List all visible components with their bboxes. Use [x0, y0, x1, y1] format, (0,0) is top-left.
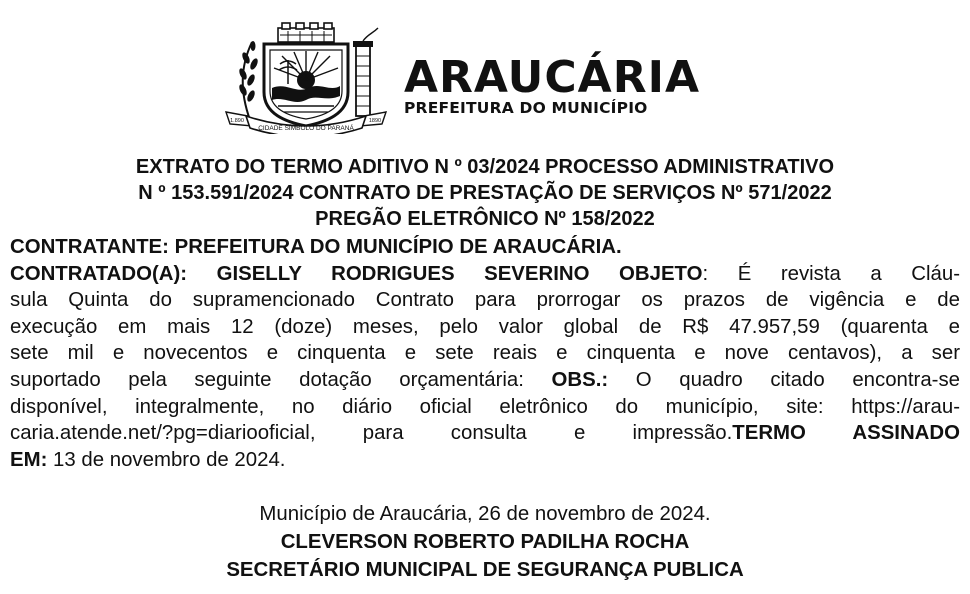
obs-label: OBS.: — [551, 368, 609, 391]
document-body — [10, 234, 960, 473]
signed-date: 13 de novembro de 2024. — [47, 448, 286, 471]
signer-role: SECRETÁRIO MUNICIPAL DE SEGURANÇA PUBLICA — [226, 559, 744, 581]
brand-subtitle: PREFEITURA DO MUNICÍPIO — [404, 99, 648, 117]
place-date: Município de Araucária, 26 de novembro de 2024. — [259, 503, 711, 525]
crest-year-right: 1890 — [368, 118, 382, 124]
contratado-line — [10, 261, 960, 288]
body-line-6 — [10, 367, 960, 394]
brand-title: ARAUCÁRIA — [404, 52, 701, 103]
contratante-text: CONTRATANTE: PREFEITURA DO MUNICÍPIO DE ARAUCÁRIA. — [10, 236, 622, 258]
heading-line-3: PREGÃO ELETRÔNICO Nº 158/2022 — [315, 208, 655, 230]
signature-block — [10, 500, 960, 584]
termo-label: TERMO ASSINADO — [732, 422, 960, 445]
obs-text: O quadro citado encontra-se — [608, 368, 960, 391]
document-heading — [10, 154, 960, 232]
body-line-4: execução em mais 12 (doze) meses, pelo valor global de R$ 47.957,59 (quarenta e — [10, 315, 960, 338]
em-label: EM: — [10, 448, 48, 471]
body-line-3: sula Quinta do supramencionado Contrato para prorrogar os prazos de vigência e de — [10, 289, 960, 312]
araucaria-coat-of-arms-icon — [222, 22, 390, 134]
contratante-line — [10, 234, 960, 261]
signer-name: CLEVERSON ROBERTO PADILHA ROCHA — [280, 531, 690, 553]
objeto-start: : É revista a Cláu- — [702, 262, 960, 285]
contratado-label: CONTRATADO(A): GISELLY RODRIGUES SEVERINO OBJETO — [10, 262, 703, 285]
body-line-5: sete mil e novecentos e cinquenta e sete reais e cinquenta e nove centavos), a ser — [10, 342, 960, 365]
heading-line-1: EXTRATO DO TERMO ADITIVO N º 03/2024 PROCESSO ADMINISTRATIVO — [135, 156, 835, 178]
site-text: caria.atende.net/?pg=diariooficial, para consulta e impressão. — [10, 422, 733, 445]
crest-ribbon-text: CIDADE SÍMBOLO DO PARANÁ — [258, 125, 354, 132]
crest-year-left: 1.890 — [230, 118, 244, 124]
municipality-brand — [404, 52, 744, 117]
body-line-9 — [10, 447, 960, 474]
body-line-8 — [10, 420, 960, 447]
dotacao-text: suportado pela seguinte dotação orçamentária: — [10, 368, 552, 391]
heading-line-2: N º 153.591/2024 CONTRATO DE PRESTAÇÃO DE SERVIÇOS Nº 571/2022 — [138, 182, 832, 204]
body-line-7: disponível, integralmente, no diário oficial eletrônico do município, site: https://arau- — [10, 395, 960, 418]
